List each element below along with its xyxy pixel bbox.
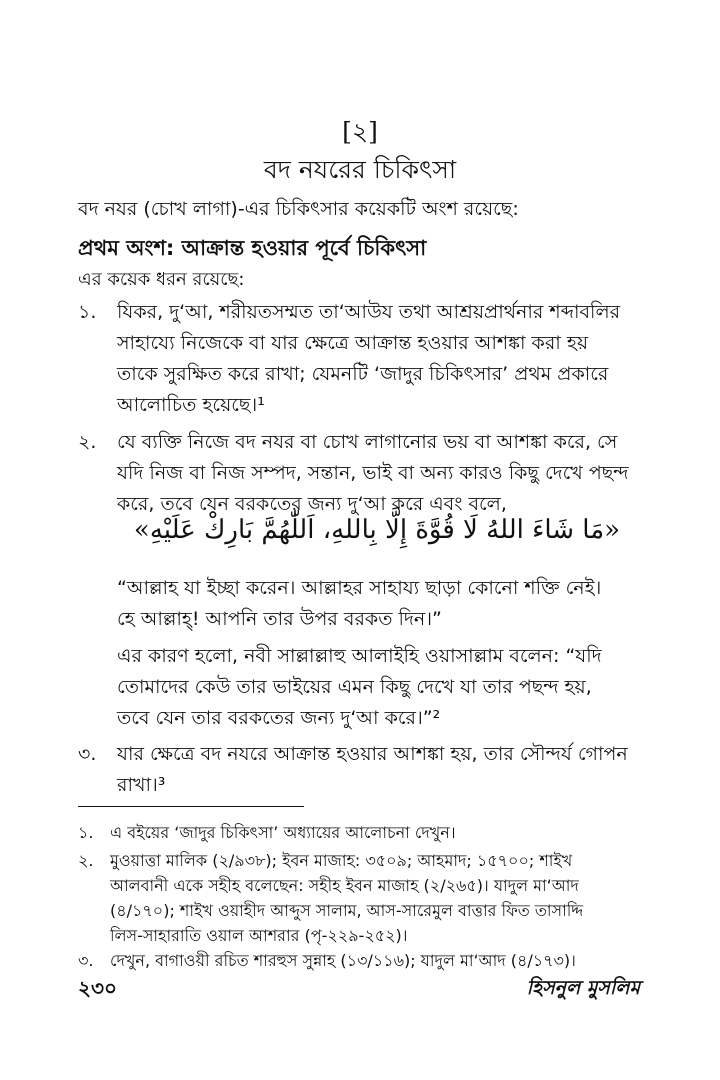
list-item-line: সাহায্যে নিজেকে বা যার ক্ষেত্রে আক্রান্ত হওয়ার আশঙ্কা করা হয় — [117, 332, 589, 354]
list-item-number: ২. — [78, 431, 97, 453]
list-item-line: যিকর, দু‘আ, শরীয়তসম্মত তা‘আউয তথা আশ্রয়প্রার্থনার শব্দাবলির — [117, 301, 621, 323]
list-item-line: রাখা।³ — [117, 774, 166, 796]
list-item-line: যে ব্যক্তি নিজে বদ নযর বা চোখ লাগানোর ভয় বা আশঙ্কা করে, সে — [117, 431, 618, 453]
list-item-number: ১. — [78, 301, 97, 323]
list-item-line: যার ক্ষেত্রে বদ নযরে আক্রান্ত হওয়ার আশঙ্কা হয়, তার সৌন্দর্য গোপন — [117, 743, 628, 765]
footnote-line: আলবানী একে সহীহ বলেছেন: সহীহ ইবন মাজাহ (২/২৬৫)। যাদুল মা‘আদ — [110, 876, 579, 895]
reason-line: তবে যেন তার বরকতের জন্য দু‘আ করে।”² — [117, 707, 441, 729]
section-heading: প্রথম অংশ: আক্রান্ত হওয়ার পূর্বে চিকিৎসা — [78, 236, 427, 260]
intro-text: বদ নযর (চোখ লাগা)-এর চিকিৎসার কয়েকটি অংশ রয়েছে: — [78, 198, 519, 220]
footnote-line: (৪/১৭০); শাইখ ওয়াহীদ আব্দুস সালাম, আস-সারেমুল বাত্তার ফিত তাসাদ্দি — [110, 901, 584, 920]
list-item-line: যদি নিজ বা নিজ সম্পদ, সন্তান, ভাই বা অন্য কারও কিছু দেখে পছন্দ — [117, 462, 629, 484]
translation-line: “আল্লাহ যা ইচ্ছা করেন। আল্লাহর সাহায্য ছাড়া কোনো শক্তি নেই। — [117, 577, 602, 599]
footnote-number: ১. — [78, 823, 94, 842]
page-number: ২৩০ — [78, 976, 118, 1000]
chapter-number: [২] — [342, 117, 378, 146]
page-title: বদ নযরের চিকিৎসা — [263, 155, 457, 184]
list-item-line: করে, তবে যেন বরকতের জন্য দু‘আ করে এবং বলে, — [117, 493, 507, 515]
reason-line: তোমাদের কেউ তার ভাইয়ের এমন কিছু দেখে যা তার পছন্দ হয়, — [117, 676, 592, 698]
translation-line: হে আল্লাহ্! আপনি তার উপর বরকত দিন।” — [117, 608, 442, 630]
footnote-line: লিস-সাহারাতি ওয়াল আশরার (পৃ-২২৯-২৫২)। — [110, 926, 408, 945]
arabic-dua: «مَا شَاءَ اللهُ لَا قُوَّةَ إِلَّا بِاللهِ، اَللّٰهُمَّ بَارِكْ عَلَيْهِ» — [133, 515, 621, 545]
footnote-number: ৩. — [78, 951, 94, 970]
footnote-line: মুওয়াত্তা মালিক (২/৯৩৮); ইবন মাজাহ: ৩৫০৯; আহমাদ; ১৫৭০০; শাইখ — [110, 851, 573, 870]
footnote-line: এ বইয়ের ‘জাদুর চিকিৎসা’ অধ্যায়ের আলোচনা দেখুন। — [110, 823, 456, 842]
list-item-number: ৩. — [78, 743, 97, 765]
book-title: হিসনুল মুসলিম — [526, 977, 640, 999]
list-item-line: আলোচিত হয়েছে।¹ — [117, 394, 265, 416]
footnote-number: ২. — [78, 851, 94, 870]
footnote-divider — [78, 806, 304, 807]
footnote-line: দেখুন, বাগাওয়ী রচিত শারহুস সুন্নাহ (১৩/১১৬); যাদুল মা‘আদ (৪/১৭৩)। — [110, 951, 576, 970]
list-item-line: তাকে সুরক্ষিত করে রাখা; যেমনটি ‘জাদুর চিকিৎসার’ প্রথম প্রকারে — [117, 363, 609, 385]
reason-line: এর কারণ হলো, নবী সাল্লাল্লাহু আলাইহি ওয়াসাল্লাম বলেন: “যদি — [117, 645, 602, 667]
section-subtitle: এর কয়েক ধরন রয়েছে: — [78, 269, 245, 290]
